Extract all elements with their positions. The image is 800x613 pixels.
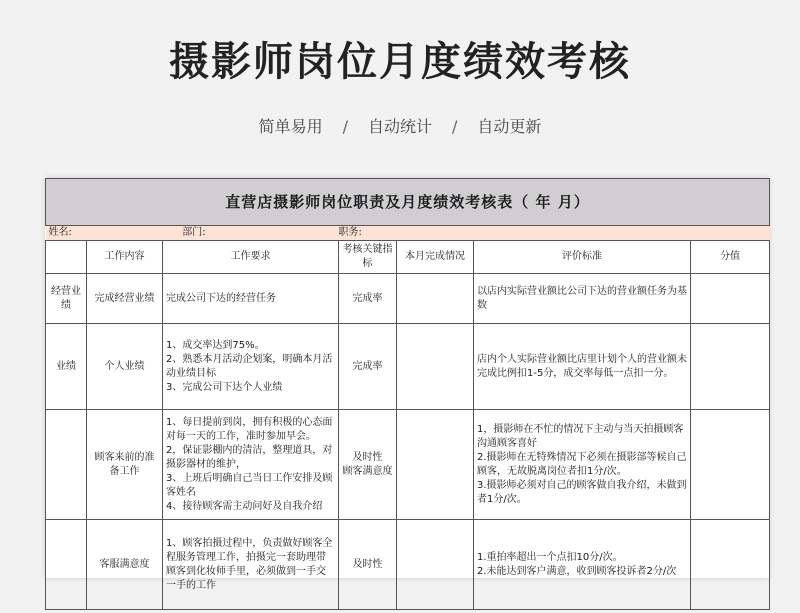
header-score: 分值 <box>691 241 770 274</box>
row-completion[interactable] <box>397 324 474 410</box>
row-category[interactable] <box>46 520 87 610</box>
table-row <box>46 410 770 520</box>
header-indicator: 考核关键指标 <box>339 241 397 274</box>
row-content[interactable]: 顾客来前的准备工作 <box>87 410 163 520</box>
row-indicator[interactable]: 及时性 顾客满意度 <box>339 410 397 520</box>
header-criteria: 评价标准 <box>474 241 691 274</box>
row-category[interactable]: 经营业绩 <box>46 274 87 324</box>
tag-easy: 简单易用 <box>258 117 323 136</box>
header-requirements: 工作要求 <box>163 241 339 274</box>
row-indicator[interactable]: 及时性 <box>339 520 397 610</box>
tagline <box>0 114 800 137</box>
row-score[interactable] <box>691 324 770 410</box>
header-content: 工作内容 <box>87 241 163 274</box>
row-content[interactable]: 完成经营业绩 <box>87 274 163 324</box>
row-indicator[interactable]: 完成率 <box>339 324 397 410</box>
row-content[interactable]: 客服满意度 <box>87 520 163 610</box>
tag-auto-stats: 自动统计 <box>367 117 432 136</box>
spreadsheet-preview <box>45 178 769 591</box>
tag-auto-update: 自动更新 <box>477 117 542 136</box>
row-content[interactable]: 个人业绩 <box>87 324 163 410</box>
row-completion[interactable] <box>397 410 474 520</box>
name-label: 姓名: <box>48 227 72 238</box>
row-requirements[interactable]: 完成公司下达的经营任务 <box>163 274 339 324</box>
row-requirements[interactable]: 1、顾客拍摄过程中，负责做好顾客全程服务管理工作，拍摄完一套助理带顾客到化妆师手里，必须做到一手交一手的工作 <box>163 520 339 610</box>
row-score[interactable] <box>691 410 770 520</box>
table-row <box>46 520 770 610</box>
row-score[interactable] <box>691 274 770 324</box>
dept-label: 部门: <box>182 227 206 238</box>
position-cell[interactable] <box>339 226 770 241</box>
page-hero-title: 摄影师岗位月度绩效考核 <box>169 39 631 85</box>
sheet-title: 直营店摄影师岗位职责及月度绩效考核表（ 年 月） <box>46 179 770 226</box>
row-criteria[interactable]: 店内个人实际营业额比店里计划个人的营业额未完成比例扣1-5分，成交率每低一点扣一分。 <box>474 324 691 410</box>
row-requirements[interactable]: 1、每日提前到岗，拥有积极的心态面对每一天的工作，准时参加早会。 2，保证影棚内的清洁，整理道具，对摄影器材的维护， 3、上班后明确自己当日工作安排及顾客姓名 4、接待顾客需主动问好及自我介绍 <box>163 410 339 520</box>
table-row <box>46 324 770 410</box>
position-label: 职务: <box>338 227 362 238</box>
row-score[interactable] <box>691 520 770 610</box>
row-criteria[interactable]: 1.重拍率超出一个点扣10分/次。 2.未能达到客户满意，收到顾客投诉者2分/次 <box>474 520 691 610</box>
name-dept-cell[interactable] <box>46 226 339 241</box>
info-row <box>46 226 770 241</box>
row-requirements[interactable]: 1、成交率达到75%。 2、熟悉本月活动企划案，明确本月活动业绩目标 3、完成公司下达个人业绩 <box>163 324 339 410</box>
row-indicator[interactable]: 完成率 <box>339 274 397 324</box>
header-category <box>46 241 87 274</box>
row-category[interactable] <box>46 410 87 520</box>
row-completion[interactable] <box>397 274 474 324</box>
row-criteria[interactable]: 1，摄影师在不忙的情况下主动与当天拍摄顾客沟通顾客喜好 2.摄影师在无特殊情况下必须在摄影部等候自己顾客，无故脱离岗位者扣1分/次。 3.摄影师必须对自己的顾客做自我介绍，未做到者1分/次。 <box>474 410 691 520</box>
header-completion: 本月完成情况 <box>397 241 474 274</box>
tag-separator: / <box>452 117 458 136</box>
table-row <box>46 274 770 324</box>
row-completion[interactable] <box>397 520 474 610</box>
row-category[interactable]: 业绩 <box>46 324 87 410</box>
tag-separator: / <box>342 117 348 136</box>
row-criteria[interactable]: 以店内实际营业额比公司下达的营业额任务为基数 <box>474 274 691 324</box>
header-row <box>46 241 770 274</box>
performance-table <box>45 178 770 610</box>
